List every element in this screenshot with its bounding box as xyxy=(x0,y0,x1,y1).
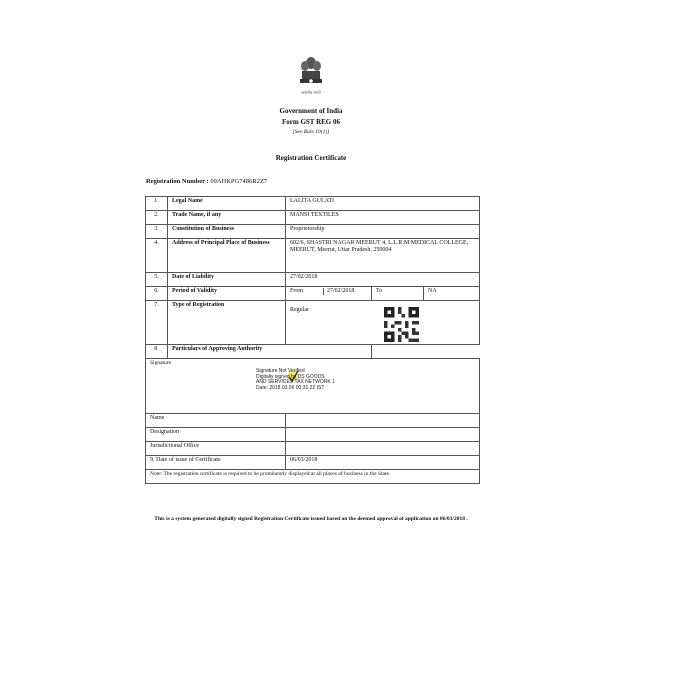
row-label: Period of Validity xyxy=(168,287,286,301)
row-number: 8. xyxy=(146,345,168,359)
signature-signer: Digitally signed by DS GOODS xyxy=(256,373,325,380)
row-value-empty xyxy=(372,345,480,359)
registration-type-value: Regular xyxy=(290,307,309,313)
display-note: Note: The registration certificate is required to be prominently displayed at all places of business in the State. xyxy=(146,470,480,484)
jurisdictional-office-value xyxy=(286,442,480,456)
certificate-title: Registration Certificate xyxy=(275,154,347,162)
table-row xyxy=(146,273,480,287)
row-value: LALITA GULATI xyxy=(286,197,480,211)
row-label: Address of Principal Place of Business xyxy=(168,239,286,273)
designation-value xyxy=(286,428,480,442)
signature-cell xyxy=(146,359,480,414)
table-row xyxy=(146,239,480,273)
rule-reference: [See Rule 10(1)] xyxy=(292,129,330,135)
row-value: Proprietorship xyxy=(286,225,480,239)
government-heading: Government of India xyxy=(279,107,343,115)
validity-to-value: NA xyxy=(424,287,480,301)
signature-signer-org: AND SERVICES TAX NETWORK 1 xyxy=(256,379,335,385)
table-row xyxy=(146,211,480,225)
signature-row xyxy=(146,359,480,414)
row-number: 4. xyxy=(146,239,168,273)
table-row xyxy=(146,456,480,470)
registration-number-value: 09AHKPG7486R2Z7 xyxy=(210,178,268,185)
table-row xyxy=(146,442,480,456)
row-number: 1. xyxy=(146,197,168,211)
registration-number-label: Registration Number : xyxy=(146,178,209,185)
table-row xyxy=(146,428,480,442)
table-row xyxy=(146,301,480,345)
issue-date-value: 06/03/2018 xyxy=(286,456,480,470)
table-row xyxy=(146,470,480,484)
row-label: Date of Liability xyxy=(168,273,286,287)
validity-from-label xyxy=(286,287,372,301)
row-value xyxy=(286,301,480,345)
signature-status: Signature Not Verified xyxy=(256,368,305,374)
form-title: Form GST REG 06 xyxy=(281,118,340,126)
jurisdictional-office-label: Jurisdictional Office xyxy=(146,442,286,456)
row-label: Type of Registration xyxy=(168,301,286,345)
issue-date-label: 9. Date of issue of Certificate xyxy=(146,456,286,470)
validity-from-label-text: From xyxy=(290,288,304,294)
certificate-table xyxy=(145,196,480,484)
table-row xyxy=(146,197,480,211)
row-number: 3. xyxy=(146,225,168,239)
table-row xyxy=(146,414,480,428)
row-label: Trade Name, if any xyxy=(168,211,286,225)
system-generated-note: This is a system generated digitally signed Registration Certificate issued based on the deemed approval of application on 06/03/2018 . xyxy=(154,516,468,522)
signature-label: Signature xyxy=(150,360,172,366)
row-value: 602/6, SHASTRI NAGAR MEERUT 4, L.L.R.M MEDICAL COLLEGE, MEERUT, Meerut, Uttar Pradesh, 250004 xyxy=(286,239,480,273)
row-number: 5. xyxy=(146,273,168,287)
row-number: 2. xyxy=(146,211,168,225)
validity-from-value: 27/02/2018 xyxy=(323,288,367,295)
qr-code-icon xyxy=(384,307,419,342)
name-value xyxy=(286,414,480,428)
row-number: 7. xyxy=(146,301,168,345)
name-label: Name xyxy=(146,414,286,428)
row-label: Constitution of Business xyxy=(168,225,286,239)
row-value: MANSI TEXTILES xyxy=(286,211,480,225)
registration-number xyxy=(146,178,267,185)
row-number: 6. xyxy=(146,287,168,301)
row-value: 27/02/2018 xyxy=(286,273,480,287)
row-label: Legal Name xyxy=(168,197,286,211)
signature-date: Date: 2018.03.06 00:31:22 IST xyxy=(256,384,325,391)
table-row xyxy=(146,345,480,359)
designation-label: Designation xyxy=(146,428,286,442)
table-row xyxy=(146,225,480,239)
digital-signature-stamp xyxy=(256,369,335,391)
row-label: Particulars of Approving Authority xyxy=(168,345,372,359)
emblem-caption: सत्यमेव जयते xyxy=(301,90,321,95)
validity-to-label: To xyxy=(372,287,424,301)
table-row xyxy=(146,287,480,301)
